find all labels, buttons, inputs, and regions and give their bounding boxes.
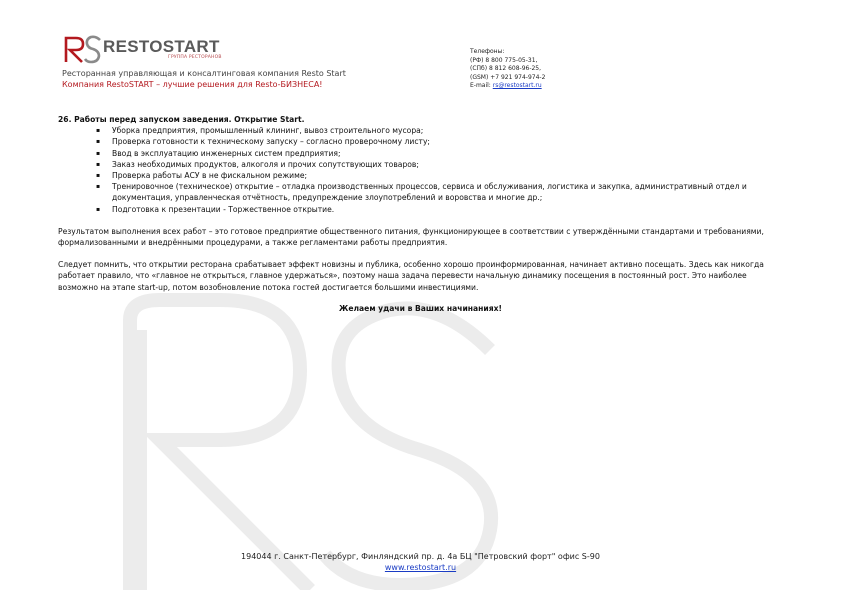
phone-gsm: (GSM) +7 921 974-974-2	[470, 73, 546, 81]
footer-address: 194044 г. Санкт-Петербург, Финляндский пр. д. 4а БЦ "Петровский форт" офис S-90	[241, 552, 600, 561]
email-label: E-mail:	[470, 82, 493, 89]
email-line	[470, 82, 545, 91]
work-list	[58, 125, 783, 215]
list-item: ▪ Проверка готовности к техническому запуску – согласно проверочному листу;	[58, 136, 783, 147]
page-footer	[0, 551, 841, 573]
contacts-block	[470, 48, 545, 91]
reminder-paragraph: Следует помнить, что открытии ресторана срабатывает эффект новизны и публика, особенно хорошо проинформированная, начинает активно посещать. Здесь как никогда работает правило, что «главное не открыться, главное удержаться», поэтому наша задача перевести начальную динамику посещения в постоянный рост. Это наиболее возможно на этапе start-up, потом возобновление потока гостей достигается большими инвестициями.	[58, 260, 764, 292]
logo-wordmark: RESTOSTART	[103, 37, 220, 56]
phone-spb: (СПб) 8 812 608-96-25,	[470, 65, 542, 72]
main-content	[58, 114, 783, 314]
restostart-logo-icon	[62, 34, 102, 64]
list-item: ▪ Тренировочное (техническое) открытие – отладка производственных процессов, сервиса и обслуживания, логистика и закупка, административный отдел и документация, управленческая отчётность, предупреждение злоупотреблений и воровства и многие др.;	[58, 181, 783, 203]
list-item: ▪ Подготовка к презентации - Торжественное открытие.	[58, 204, 783, 215]
rs-watermark-icon	[100, 290, 520, 590]
list-item: ▪ Уборка предприятия, промышленный клининг, вывоз строительного мусора;	[58, 125, 783, 136]
company-slogan: Компания RestoSTART – лучшие решения для Resto-БИЗНЕСА!	[62, 80, 323, 89]
list-item: ▪ Проверка работы АСУ в не фискальном режиме;	[58, 170, 783, 181]
email-link[interactable]: rs@restostart.ru	[492, 82, 542, 89]
result-paragraph: Результатом выполнения всех работ – это готовое предприятие общественного питания, функционирующее в соответствии с утверждёнными стандартами и требованиями, формализованными и внедрёнными процедурами, а также регламентами работы предприятия.	[58, 226, 764, 248]
list-item: ▪ Заказ необходимых продуктов, алкоголя и прочих сопутствующих товаров;	[58, 159, 783, 170]
phone-rf: (РФ) 8 800 775-05-31,	[470, 56, 538, 64]
closing-wish: Желаем удачи в Ваших начинаниях!	[339, 303, 502, 313]
logo-tagline: ГРУППА РЕСТОРАНОВ	[168, 55, 222, 60]
section-title: 26. Работы перед запуском заведения. Открытие Start.	[58, 115, 305, 124]
footer-site-link[interactable]: www.restostart.ru	[384, 563, 457, 572]
company-description: Ресторанная управляющая и консалтинговая компания Resto Start	[62, 69, 346, 78]
contacts-label: Телефоны:	[470, 48, 505, 55]
list-item: ▪ Ввод в эксплуатацию инженерных систем предприятия;	[58, 148, 783, 159]
